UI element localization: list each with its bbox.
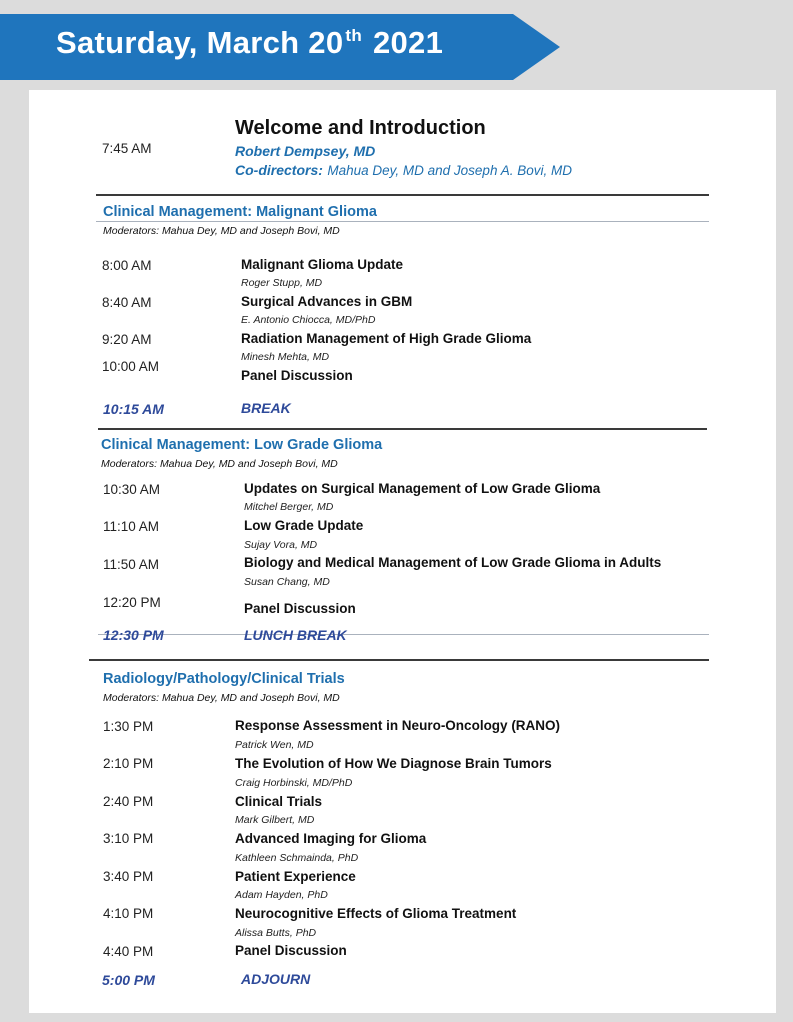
- session-title: Panel Discussion: [235, 943, 347, 958]
- section-title: Clinical Management: Low Grade Glioma: [101, 437, 383, 453]
- session-speaker: Roger Stupp, MD: [241, 277, 323, 289]
- codirectors-names: Mahua Dey, MD and Joseph A. Bovi, MD: [327, 163, 572, 178]
- session-title: Low Grade Update: [244, 518, 364, 533]
- session-title: Updates on Surgical Management of Low Grade Glioma: [244, 481, 601, 496]
- session-time: 11:10 AM: [103, 519, 160, 534]
- session-time: 1:30 PM: [103, 719, 154, 734]
- session-speaker: Patrick Wen, MD: [235, 739, 314, 751]
- break-time: 5:00 PM: [102, 972, 155, 988]
- session-title: Panel Discussion: [244, 601, 356, 616]
- break-time: 12:30 PM: [103, 627, 164, 643]
- session-time: 4:40 PM: [103, 944, 154, 959]
- date-year: 2021: [372, 25, 444, 60]
- session-time: 10:00 AM: [102, 359, 160, 374]
- session-time: 3:10 PM: [103, 831, 154, 846]
- opening-title: Welcome and Introduction: [235, 117, 486, 139]
- session-title: Malignant Glioma Update: [241, 257, 404, 272]
- break-time: 10:15 AM: [103, 401, 164, 417]
- session-title: The Evolution of How We Diagnose Brain Tumors: [235, 756, 552, 771]
- section-title: Clinical Management: Malignant Glioma: [103, 204, 377, 220]
- session-speaker: Minesh Mehta, MD: [241, 351, 330, 363]
- session-time: 11:50 AM: [103, 557, 160, 572]
- session-speaker: Craig Horbinski, MD/PhD: [235, 777, 353, 789]
- session-title: Patient Experience: [235, 869, 356, 884]
- section-moderators: Moderators: Mahua Dey, MD and Joseph Bovi, MD: [103, 692, 340, 704]
- session-time: 9:20 AM: [102, 332, 152, 347]
- session-title: Radiation Management of High Grade Glioma: [241, 331, 532, 346]
- section-title: Radiology/Pathology/Clinical Trials: [103, 671, 345, 687]
- session-title: Panel Discussion: [241, 368, 353, 383]
- session-speaker: Mitchel Berger, MD: [244, 501, 334, 513]
- session-time: 2:40 PM: [103, 794, 154, 809]
- break-label: BREAK: [241, 400, 291, 416]
- break-label: LUNCH BREAK: [244, 627, 347, 643]
- session-time: 2:10 PM: [103, 756, 154, 771]
- section-moderators: Moderators: Mahua Dey, MD and Joseph Bovi, MD: [101, 458, 338, 470]
- schedule-page: [29, 90, 776, 1013]
- session-time: 12:20 PM: [103, 595, 161, 610]
- divider: [96, 194, 709, 196]
- section-underline: [96, 221, 709, 222]
- session-title: Clinical Trials: [235, 794, 323, 809]
- day-date: Saturday, March 20: [56, 25, 344, 60]
- session-time: 8:40 AM: [102, 295, 152, 310]
- session-time: 4:10 PM: [103, 906, 154, 921]
- session-speaker: Sujay Vora, MD: [244, 539, 318, 551]
- divider: [98, 634, 709, 635]
- session-title: Surgical Advances in GBM: [241, 294, 413, 309]
- section-moderators: Moderators: Mahua Dey, MD and Joseph Bovi, MD: [103, 225, 340, 237]
- session-speaker: E. Antonio Chiocca, MD/PhD: [241, 314, 376, 326]
- page-title: [56, 25, 443, 61]
- session-speaker: Kathleen Schmainda, PhD: [235, 852, 359, 864]
- session-time: 10:30 AM: [103, 482, 161, 497]
- divider: [98, 428, 707, 430]
- session-title: Neurocognitive Effects of Glioma Treatment: [235, 906, 517, 921]
- session-title: Advanced Imaging for Glioma: [235, 831, 427, 846]
- session-speaker: Susan Chang, MD: [244, 576, 330, 588]
- session-title: Biology and Medical Management of Low Grade Glioma in Adults: [244, 555, 662, 570]
- session-title: Response Assessment in Neuro-Oncology (RANO): [235, 718, 561, 733]
- divider: [89, 659, 709, 661]
- date-ordinal: th: [345, 26, 363, 45]
- opening-time: 7:45 AM: [102, 141, 152, 156]
- session-time: 3:40 PM: [103, 869, 154, 884]
- session-speaker: Alissa Butts, PhD: [235, 927, 317, 939]
- break-label: ADJOURN: [241, 971, 311, 987]
- session-speaker: Adam Hayden, PhD: [235, 889, 328, 901]
- codirectors-line: [235, 162, 572, 180]
- session-time: 8:00 AM: [102, 258, 152, 273]
- codirectors-label: Co-directors:: [235, 162, 323, 178]
- opening-host: Robert Dempsey, MD: [235, 143, 376, 159]
- session-speaker: Mark Gilbert, MD: [235, 814, 315, 826]
